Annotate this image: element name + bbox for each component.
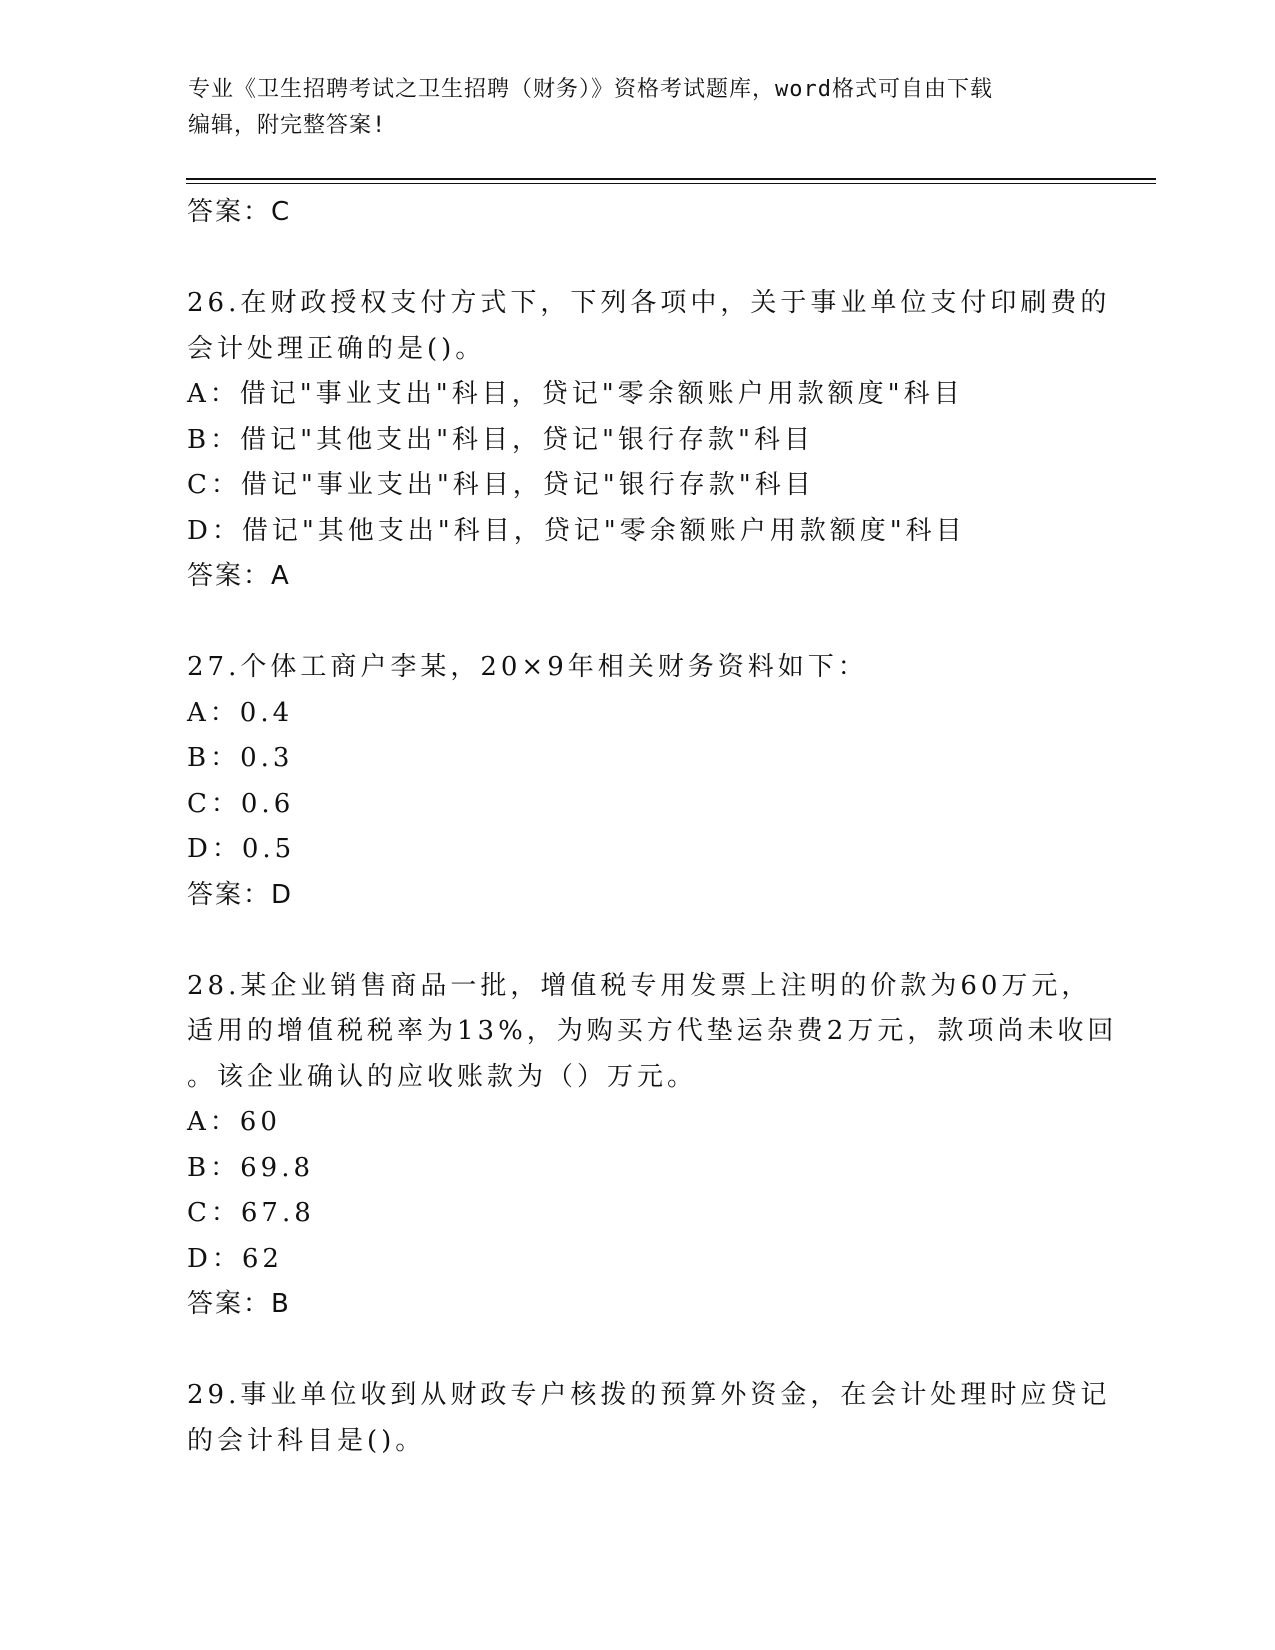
answer: 答案：A (187, 561, 291, 591)
option-d: D：62 (187, 1243, 283, 1274)
question-stem-line: 29.事业单位收到从财政专户核拨的预算外资金，在会计处理时应贷记 (187, 1380, 1111, 1410)
question-stem-line: 26.在财政授权支付方式下，下列各项中，关于事业单位支付印刷费的 (187, 288, 1111, 318)
question-29 (187, 1373, 1111, 1464)
document-header (188, 72, 1088, 144)
question-stem-line: 会计处理正确的是()。 (187, 333, 486, 364)
option-c: C：67.8 (187, 1198, 315, 1228)
spacer (187, 918, 1087, 964)
question-28 (187, 964, 1118, 1328)
question-list (187, 190, 1118, 1464)
option-c: C：0.6 (187, 788, 295, 819)
question-stem-line: 适用的增值税税率为13%，为购买方代垫运杂费2万元，款项尚未收回 (187, 1016, 1118, 1046)
previous-answer: 答案：C (187, 197, 292, 227)
option-d: D：借记"其他支出"科目，贷记"零余额账户用款额度"科目 (187, 515, 966, 546)
option-b: B：借记"其他支出"科目，贷记"银行存款"科目 (187, 424, 814, 455)
question-stem-line: 的会计科目是()。 (187, 1425, 426, 1456)
option-d: D：0.5 (187, 834, 296, 864)
option-c: C：借记"事业支出"科目，贷记"银行存款"科目 (187, 470, 815, 500)
spacer (187, 600, 1087, 646)
question-stem-line: 28.某企业销售商品一批，增值税专用发票上注明的价款为60万元， (187, 970, 1092, 1001)
question-stem-line: 27.个体工商户李某，20×9年相关财务资料如下： (187, 652, 868, 682)
question-stem-line: 。该企业确认的应收账款为（）万元。 (187, 1061, 698, 1092)
option-b: B：0.3 (187, 743, 294, 773)
header-divider-thick (186, 178, 1156, 180)
spacer (187, 1328, 1087, 1374)
question-26 (187, 281, 1111, 600)
header-line-2: 编辑，附完整答案! (188, 113, 387, 138)
option-a: A：借记"事业支出"科目，贷记"零余额账户用款额度"科目 (187, 379, 964, 409)
answer: 答案：D (187, 879, 294, 910)
option-a: A：0.4 (187, 697, 294, 728)
question-27 (187, 645, 1087, 918)
answer: 答案：B (187, 1289, 291, 1319)
spacer (187, 236, 1087, 282)
option-b: B：69.8 (187, 1152, 314, 1183)
header-divider-thin (186, 183, 1156, 184)
header-line-1: 专业《卫生招聘考试之卫生招聘（财务）》资格考试题库，word格式可自由下载 (188, 77, 993, 102)
option-a: A：60 (187, 1107, 281, 1137)
